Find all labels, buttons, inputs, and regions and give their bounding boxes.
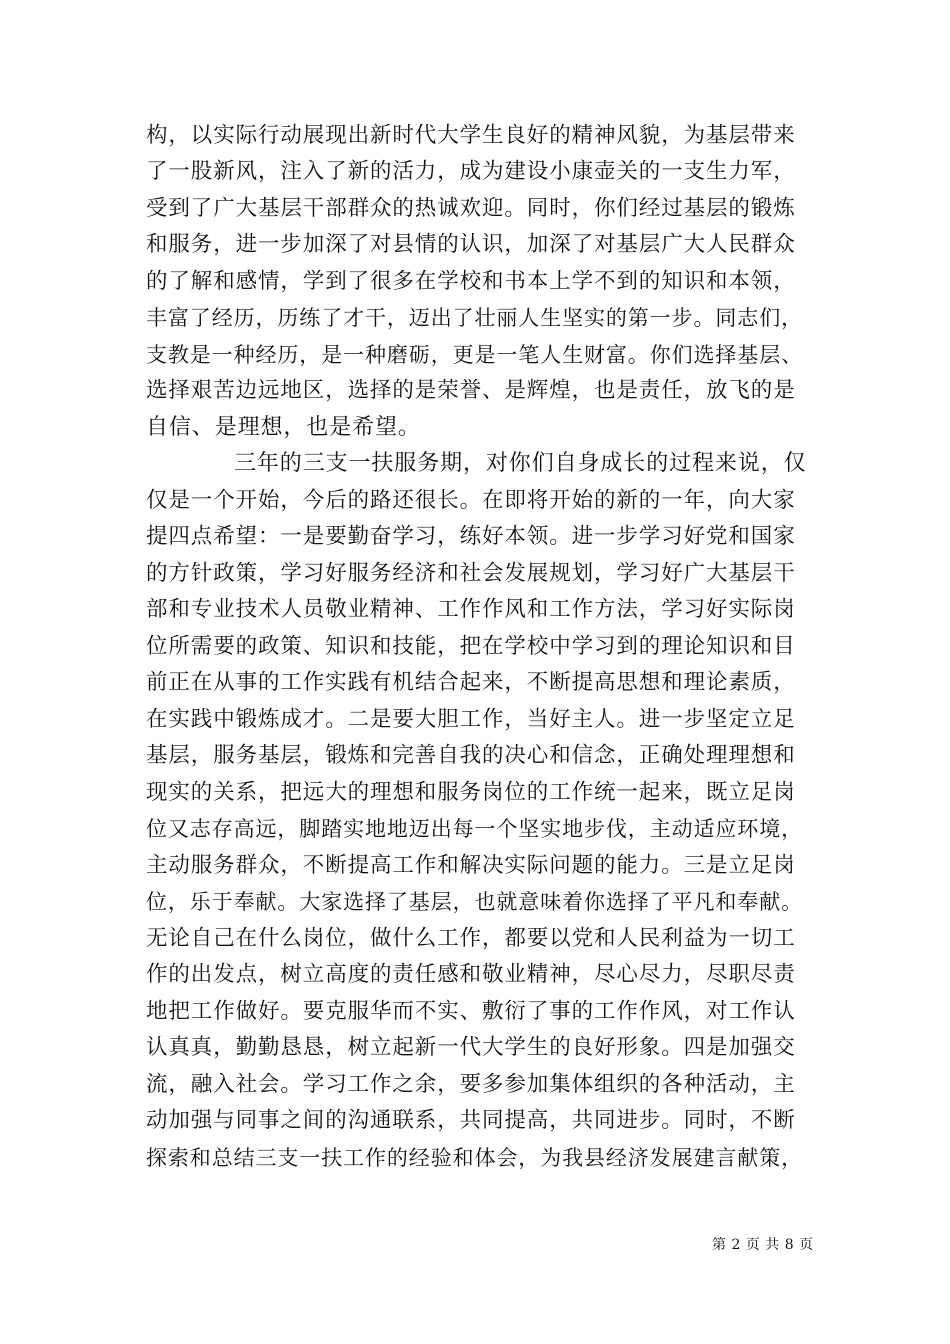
text-line: 基层，服务基层，锻炼和完善自我的决心和信念，正确处理理想和 [146,743,796,768]
text-line: 丰富了经历，历练了才干，迈出了壮丽人生坚实的第一步。同志们， [146,306,803,330]
text-line: 了一股新风，注入了新的活力，成为建设小康壶关的一支生力军， [146,159,796,184]
text-line: 位所需要的政策、知识和技能，把在学校中学习到的理论知识和目 [146,634,796,659]
text-line: 地把工作做好。要克服华而不实、敷衍了事的工作作风，对工作认 [146,999,796,1024]
text-line: 认真真，勤勤恳恳，树立起新一代大学生的良好形象。四是加强交 [146,1035,796,1060]
text-line: 构，以实际行动展现出新时代大学生良好的精神风貌，为基层带来 [146,123,796,148]
text-line: 位又志存高远，脚踏实地地迈出每一个坚实地步伐，主动适应环境， [146,817,803,841]
text-line: 部和专业技术人员敬业精神、工作作风和工作方法，学习好实际岗 [146,597,796,622]
text-line: 仅是一个开始，今后的路还很长。在即将开始的新的一年，向大家 [146,488,796,513]
text-line: 在实践中锻炼成才。二是要大胆工作，当好主人。进一步坚定立足 [146,707,796,732]
text-line: 作的出发点，树立高度的责任感和敬业精神，尽心尽力，尽职尽责 [146,962,796,987]
text-line: 流，融入社会。学习工作之余，要多参加集体组织的各种活动，主 [146,1072,796,1097]
text-line: 动加强与同事之间的沟通联系，共同提高，共同进步。同时，不断 [146,1108,796,1133]
text-line: 三年的三支一扶服务期，对你们自身成长的过程来说，仅 [234,451,807,476]
text-line: 选择艰苦边远地区，选择的是荣誉、是辉煌，也是责任，放飞的是 [146,378,796,403]
text-line: 的方针政策，学习好服务经济和社会发展规划，学习好广大基层干 [146,561,796,586]
text-line: 前正在从事的工作实践有机结合起来，不断提高思想和理论素质， [146,670,796,695]
text-line: 提四点希望：一是要勤奋学习，练好本领。进一步学习好党和国家 [146,524,796,549]
text-line: 主动服务群众，不断提高工作和解决实际问题的能力。三是立足岗 [146,853,796,878]
text-line: 无论自己在什么岗位，做什么工作，都要以党和人民利益为一切工 [146,926,796,951]
text-line: 和服务，进一步加深了对县情的认识，加深了对基层广大人民群众 [146,232,796,257]
text-line: 现实的关系，把远大的理想和服务岗位的工作统一起来，既立足岗 [146,780,796,805]
page-number-footer: 第 2 页 共 8 页 [712,1237,814,1253]
text-line: 的了解和感情，学到了很多在学校和书本上学不到的知识和本领， [146,269,796,294]
text-line: 自信、是理想，也是希望。 [146,415,421,440]
text-line: 探索和总结三支一扶工作的经验和体会，为我县经济发展建言献策， [146,1146,803,1170]
text-line: 支教是一种经历，是一种磨砺，更是一笔人生财富。你们选择基层、 [146,343,803,367]
text-line: 位，乐于奉献。大家选择了基层，也就意味着你选择了平凡和奉献。 [146,890,803,914]
text-line: 受到了广大基层干部群众的热诚欢迎。同时，你们经过基层的锻炼 [146,196,796,221]
